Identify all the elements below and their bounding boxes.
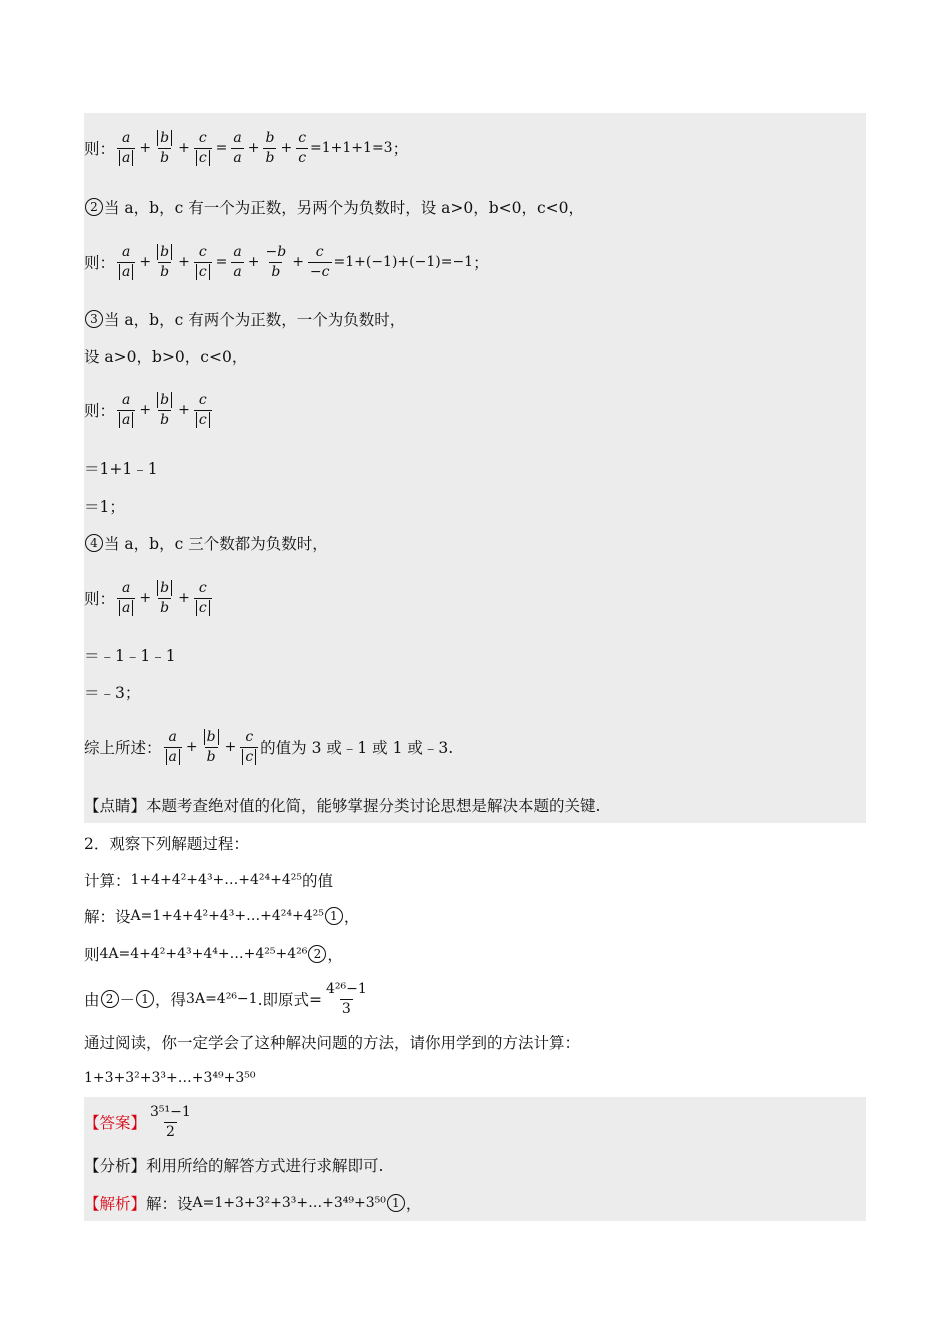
q2-from-text: ，得 xyxy=(155,991,187,1009)
fraction-b-b: $\frac{b}{b}$ xyxy=(265,129,275,166)
case4-step1 xyxy=(84,642,866,668)
case3-step1-text: ＝1+1﹣1 xyxy=(84,460,158,478)
fraction-a-abs-a: $\frac{a}{a}$ xyxy=(117,580,135,617)
q2-calc xyxy=(84,867,866,893)
q2-from xyxy=(84,976,866,1022)
case3-step2 xyxy=(84,493,866,519)
dianjing-tag: 【点睛】 xyxy=(84,797,147,815)
case4-step2 xyxy=(84,679,866,705)
case2-suffix: ； xyxy=(473,254,489,272)
summary-prefix: 综上所述： xyxy=(84,739,162,757)
fraction-a-abs-a: $\frac{a}{a}$ xyxy=(164,729,182,766)
fraction-a-abs-a: $\frac{a}{a}$ xyxy=(117,392,135,429)
fraction-c-abs-c: $\frac{c}{c}$ xyxy=(194,244,212,281)
q2-from-prefix: 由 xyxy=(84,991,100,1009)
case1-prefix: 则： xyxy=(84,140,116,158)
q2-then: 则 4A=4+4²+4³+4⁴+…+4²⁵+4²⁶ 2 ， xyxy=(84,941,866,967)
q2-sol-expr: A=1+4+4²+4³+…+4²⁴+4²⁵ xyxy=(130,908,324,924)
case3-assume xyxy=(84,343,866,369)
case4-heading xyxy=(84,530,866,556)
q2-orig-label: .即原式= xyxy=(257,991,322,1009)
case4-text: 当 a，b，c 三个数都为负数时， xyxy=(104,535,328,553)
case2-heading xyxy=(84,194,866,220)
q2-solution: 解：设 A=1+4+4²+4³+…+4²⁴+4²⁵ 1 ， xyxy=(84,903,866,929)
case4-step1-text: ＝﹣1﹣1﹣1 xyxy=(84,647,176,665)
fraction-c-abs-c: $\frac{c}{c}$ xyxy=(240,729,258,766)
circle-one: 1 xyxy=(387,1194,405,1212)
answer-tag: 【答案】 xyxy=(84,1114,147,1132)
case3-prefix: 则： xyxy=(84,402,116,420)
fraction-a-abs-a: $\frac{a}{a}$ xyxy=(117,130,135,167)
analysis-tag: 【分析】 xyxy=(84,1157,147,1175)
q2-from-minus: － xyxy=(119,991,136,1009)
case4-expr: 则： $\frac{a}{a}$ + $\frac{b}{b}$ + $\frac{c}{c}$ xyxy=(84,572,866,624)
case1-suffix: ； xyxy=(392,140,409,158)
case2-line: 则： $\frac{a}{a}$ + $\frac{b}{b}$ + $\frac{c}{c}$ = $\frac{a}{a}$ + $\frac{-b}{b}$ + $\frac{c}{-c}$ =1+(−1)+(−1)=−1 ； xyxy=(84,243,489,280)
answer-num: 3⁵¹−1 xyxy=(150,1103,191,1120)
q2-then-prefix: 则 xyxy=(84,946,100,964)
fraction-a-abs-a: $\frac{a}{a}$ xyxy=(117,244,135,281)
case3-heading xyxy=(84,306,866,332)
q2-reading xyxy=(84,1029,866,1055)
case4-step2-text: ＝﹣3； xyxy=(84,684,141,702)
case2-text: 当 a，b，c 有一个为正数，另两个为负数时，设 a>0，b<0，c<0， xyxy=(104,199,585,217)
q2-orig-num: 4²⁶−1 xyxy=(326,980,367,997)
fraction-a-a: $\frac{a}{a}$ xyxy=(233,243,242,280)
case3-text: 当 a，b，c 有两个为正数，一个为负数时， xyxy=(104,311,406,329)
circle-two: 2 xyxy=(308,945,326,963)
case2-rhs: =1+(−1)+(−1)=−1 xyxy=(333,254,474,270)
q2-orig-den: 3 xyxy=(341,1000,351,1017)
circle-number: 2 xyxy=(85,198,103,216)
fraction-a-a: $\frac{a}{a}$ xyxy=(233,129,242,166)
circle-number: 3 xyxy=(85,310,103,328)
fraction-c-abs-c: $\frac{c}{c}$ xyxy=(194,580,212,617)
analysis-text: 利用所给的解答方式进行求解即可. xyxy=(146,1157,384,1175)
q2-analysis xyxy=(84,1152,866,1178)
answer-fraction xyxy=(148,1104,193,1141)
case4-prefix: 则： xyxy=(84,590,116,608)
fraction-abs-b-b: $\frac{b}{b}$ xyxy=(155,580,174,617)
fraction-c-c: $\frac{c}{c}$ xyxy=(298,129,307,166)
fraction-abs-b-b: $\frac{b}{b}$ xyxy=(202,729,221,766)
case3-expr: 则： $\frac{a}{a}$ + $\frac{b}{b}$ + $\frac{c}{c}$ xyxy=(84,384,866,436)
fraction-c-abs-c: $\frac{c}{c}$ xyxy=(194,130,212,167)
case3-step2-text: ＝1； xyxy=(84,498,125,516)
q2-then-expr: 4A=4+4²+4³+4⁴+…+4²⁵+4²⁶ xyxy=(99,946,308,962)
fraction-abs-b-b: $\frac{b}{b}$ xyxy=(155,392,174,429)
q2-orig-fraction xyxy=(324,981,369,1018)
q2-from-expr: 3A=4²⁶−1 xyxy=(186,991,258,1007)
case1-line: 则： $\frac{a}{a}$ + $\frac{b}{b}$ + $\frac{c}{c}$ = $\frac{a}{a}$ + $\frac{b}{b}$ + $\frac{c}{c}$ =1+1+1=3 ； xyxy=(84,129,409,166)
fraction-abs-b-b: $\frac{b}{b}$ xyxy=(155,130,174,167)
q2-calc-expr: 1+4+4²+4³+…+4²⁴+4²⁵ xyxy=(130,872,303,888)
fraction-abs-b-b: $\frac{b}{b}$ xyxy=(155,244,174,281)
answer-den: 2 xyxy=(165,1123,175,1140)
fraction-neg-b-b: $\frac{-b}{b}$ xyxy=(265,243,287,280)
circle-number: 4 xyxy=(85,534,103,552)
q2-task xyxy=(84,1065,866,1091)
q2-jiexi: 【解析】 解：设 A=1+3+3²+3³+…+3⁴⁹+3⁵⁰ 1 ， xyxy=(84,1190,866,1216)
jiexi-tag: 【解析】 xyxy=(84,1195,147,1213)
fraction-c-abs-c: $\frac{c}{c}$ xyxy=(194,392,212,429)
q2-calc-suffix: 的值 xyxy=(302,872,334,890)
jiexi-expr: A=1+3+3²+3³+…+3⁴⁹+3⁵⁰ xyxy=(192,1195,386,1211)
case3-step1 xyxy=(84,455,866,481)
q2-title xyxy=(84,830,866,856)
jiexi-prefix: 解：设 xyxy=(146,1195,193,1213)
circle-two: 2 xyxy=(101,990,119,1008)
case3-assume-text: 设 a>0，b>0，c<0， xyxy=(84,348,248,366)
summary-line: 综上所述： $\frac{a}{a}$ + $\frac{b}{b}$ + $\frac{c}{c}$ 的值为 3 或﹣1 或 1 或﹣3. xyxy=(84,728,454,765)
q2-task-expr: 1+3+3²+3³+…+3⁴⁹+3⁵⁰ xyxy=(84,1070,256,1086)
q2-reading-text: 通过阅读，你一定学会了这种解决问题的方法，请你用学到的方法计算： xyxy=(84,1034,581,1052)
q2-answer xyxy=(84,1099,866,1145)
case2-prefix: 则： xyxy=(84,254,116,272)
circle-one: 1 xyxy=(325,907,343,925)
case1-rhs: =1+1+1=3 xyxy=(310,140,393,156)
fraction-c-neg-c: $\frac{c}{-c}$ xyxy=(309,243,330,280)
q2-sol-prefix: 解：设 xyxy=(84,908,131,926)
summary-suffix: 的值为 3 或﹣1 或 1 或﹣3. xyxy=(260,739,454,757)
dianjing-text: 本题考查绝对值的化简，能够掌握分类讨论思想是解决本题的关键. xyxy=(146,797,601,815)
circle-one: 1 xyxy=(136,990,154,1008)
q2-title-text: 2．观察下列解题过程： xyxy=(84,835,249,853)
q2-calc-prefix: 计算： xyxy=(84,872,131,890)
dianjing-line xyxy=(84,792,866,818)
